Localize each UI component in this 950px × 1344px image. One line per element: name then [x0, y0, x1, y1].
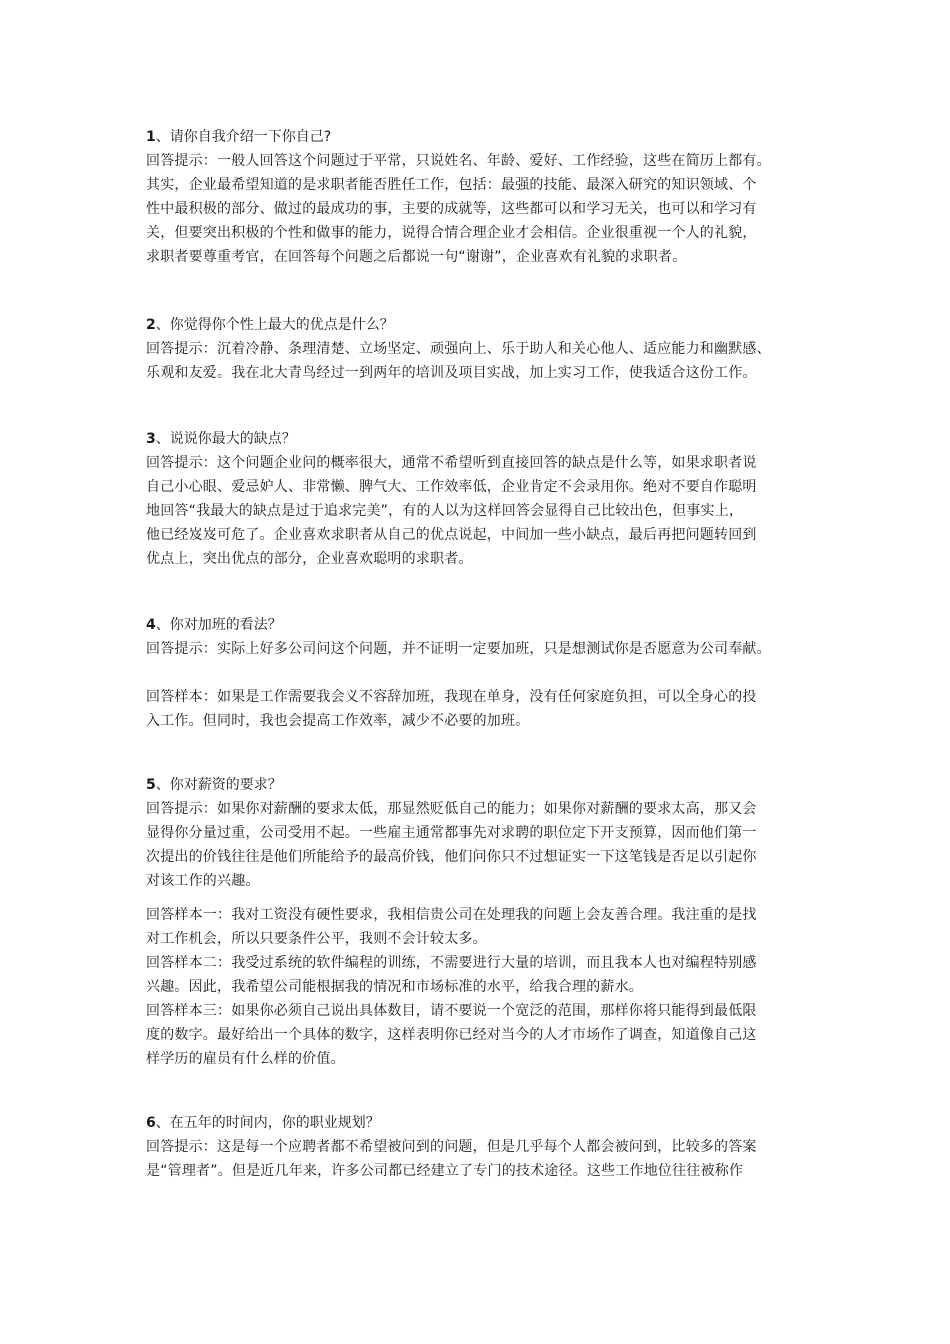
sample-answer-line: 回答样本一：我对工资没有硬性要求，我相信贵公司在处理我的问题上会友善合理。我注重的是找: [146, 907, 757, 923]
question-number: 5: [146, 777, 156, 793]
question-number: 6: [146, 1115, 156, 1131]
answer-line: 求职者要尊重考官，在回答每个问题之后都说一句“谢谢”，企业喜欢有礼貌的求职者。: [146, 249, 687, 265]
section-spacer: [146, 1071, 816, 1111]
sample-answer-line: 回答样本二：我受过系统的软件编程的训练，不需要进行大量的培训，而且我本人也对编程特别感: [146, 955, 757, 971]
question-number: 1: [146, 129, 156, 145]
answer-line: 自己小心眼、爱忌妒人、非常懒、脾气大、工作效率低，企业肯定不会录用你。绝对不要自作聪明: [146, 479, 757, 495]
answer-line: 其实，企业最希望知道的是求职者能否胜任工作，包括：最强的技能、最深入研究的知识领域、个: [146, 177, 757, 193]
question-title: [146, 773, 816, 797]
question-number: 4: [146, 617, 156, 633]
question-section-2: [146, 313, 816, 385]
document-page: [146, 125, 816, 1183]
question-title: [146, 613, 816, 637]
answer-line: 回答提示：这个问题企业问的概率很大，通常不希望听到直接回答的缺点是什么等，如果求职者说: [146, 455, 757, 471]
question-text: 、你对加班的看法？: [155, 617, 282, 633]
sample-answer-line: 对工作机会，所以只要条件公平，我则不会计较太多。: [146, 931, 487, 947]
answer-line: 乐观和友爱。我在北大青鸟经过一到两年的培训及项目实战，加上实习工作，使我适合这份工作。: [146, 365, 757, 381]
question-text: 、在五年的时间内，你的职业规划？: [155, 1115, 380, 1131]
question-text: 、你觉得你个性上最大的优点是什么？: [155, 317, 394, 333]
question-title: [146, 125, 816, 149]
question-number: 3: [146, 431, 156, 447]
answer-line: 次提出的价钱往往是他们所能给予的最高价钱，他们问你只不过想证实一下这笔钱是否足以引起你: [146, 849, 757, 865]
sample-answer-line: 兴趣。因此，我希望公司能根据我的情况和市场标准的水平，给我合理的薪水。: [146, 979, 643, 995]
question-title: [146, 1111, 816, 1135]
paragraph-spacer: [146, 893, 816, 903]
sample-answer-line: 入工作。但同时，我也会提高工作效率，减少不必要的加班。: [146, 713, 530, 729]
question-text: 、请你自我介绍一下你自己?: [155, 129, 332, 145]
sample-answer-line: 度的数字。最好给出一个具体的数字，这样表明你已经对当今的人才市场作了调查，知道像自己这: [146, 1027, 757, 1043]
answer-line: 是“管理者”。但是近几年来，许多公司都已经建立了专门的技术途径。这些工作地位往往被称作: [146, 1163, 744, 1179]
question-section-3: [146, 427, 816, 571]
question-number: 2: [146, 317, 156, 333]
answer-line: 回答提示：一般人回答这个问题过于平常，只说姓名、年龄、爱好、工作经验，这些在简历上都有。: [146, 153, 771, 169]
question-title: [146, 427, 816, 451]
question-section-5: [146, 773, 816, 1071]
section-spacer: [146, 269, 816, 313]
section-spacer: [146, 385, 816, 427]
sample-answer-line: 样学历的雇员有什么样的价值。: [146, 1051, 345, 1067]
answer-line: 关，但要突出积极的个性和做事的能力，说得合情合理企业才会相信。企业很重视一个人的礼貌，: [146, 225, 757, 241]
answer-line: 显得你分量过重，公司受用不起。一些雇主通常都事先对求聘的职位定下开支预算，因而他们第一: [146, 825, 757, 841]
answer-line: 回答提示：实际上好多公司问这个问题，并不证明一定要加班，只是想测试你是否愿意为公司奉献。: [146, 641, 771, 657]
sample-answer-line: 回答样本三：如果你必须自己说出具体数目，请不要说一个宽泛的范围，那样你将只能得到最低限: [146, 1003, 757, 1019]
answer-line: 性中最积极的部分、做过的最成功的事，主要的成就等，这些都可以和学习无关，也可以和学习有: [146, 201, 757, 217]
section-spacer: [146, 571, 816, 613]
answer-line: 回答提示：沉着冷静、条理清楚、立场坚定、顽强向上、乐于助人和关心他人、适应能力和幽默感、: [146, 341, 771, 357]
answer-line: 他已经岌岌可危了。企业喜欢求职者从自己的优点说起，中间加一些小缺点，最后再把问题转回到: [146, 527, 757, 543]
answer-line: 地回答“我最大的缺点是过于追求完美”，有的人以为这样回答会显得自己比较出色，但事实上，: [146, 503, 744, 519]
answer-line: 回答提示：如果你对薪酬的要求太低，那显然贬低自己的能力；如果你对薪酬的要求太高，那又会: [146, 801, 757, 817]
question-section-4: [146, 613, 816, 733]
section-spacer: [146, 733, 816, 773]
answer-line: 优点上，突出优点的部分，企业喜欢聪明的求职者。: [146, 551, 473, 567]
answer-line: 对该工作的兴趣。: [146, 873, 260, 889]
question-text: 、说说你最大的缺点？: [155, 431, 296, 447]
answer-line: 回答提示：这是每一个应聘者都不希望被问到的问题，但是几乎每个人都会被问到，比较多的答案: [146, 1139, 757, 1155]
sample-answer-line: 回答样本：如果是工作需要我会义不容辞加班，我现在单身，没有任何家庭负担，可以全身心的投: [146, 689, 757, 705]
question-title: [146, 313, 816, 337]
question-text: 、你对薪资的要求？: [155, 777, 282, 793]
question-section-1: [146, 125, 816, 269]
question-section-6: [146, 1111, 816, 1183]
paragraph-spacer: [146, 661, 816, 685]
